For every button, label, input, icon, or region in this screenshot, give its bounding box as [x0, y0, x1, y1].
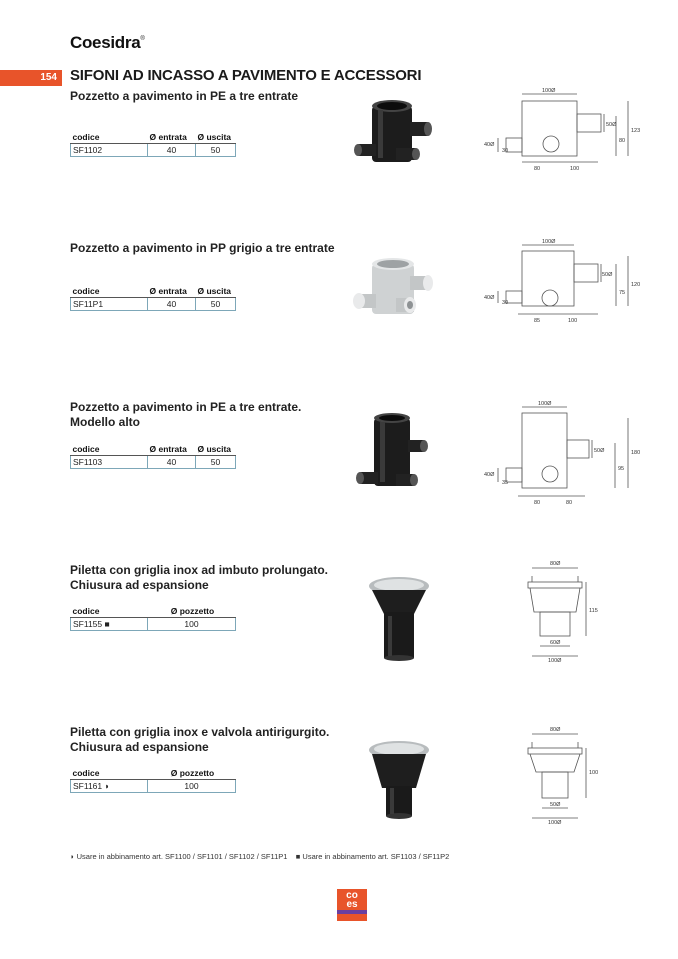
square-icon: ■ [295, 852, 301, 861]
product-title-1 [70, 89, 298, 104]
col-header: Ø pozzetto [148, 768, 236, 780]
product-title-line: Pozzetto a pavimento in PP grigio a tre entrate [70, 241, 335, 255]
brand-name: Coesidra [70, 33, 141, 52]
cell-value: 50 [196, 144, 236, 157]
cell-value: 40 [148, 456, 196, 469]
product-title-line: Piletta con griglia inox ad imbuto prolungato. [70, 563, 329, 577]
cell-value: 100 [148, 618, 236, 631]
section-title: SIFONI AD INCASSO A PAVIMENTO E ACCESSORI [70, 67, 422, 84]
cell-value: 50 [196, 298, 236, 311]
dim-label: 115 [589, 608, 598, 614]
cell-value: 40 [148, 298, 196, 311]
cell-code: SF1103 [71, 456, 148, 469]
product-photo-1 [352, 96, 436, 168]
dim-label: 100Ø [542, 88, 556, 94]
dim-label: 35 [502, 480, 509, 486]
dim-label: 50Ø [594, 448, 605, 454]
dim-label: 100 [589, 770, 599, 776]
product-title-4 [70, 563, 328, 593]
cell-code: SF11P1 [71, 298, 148, 311]
dim-label: 100 [568, 318, 578, 324]
dim-label: 80 [566, 500, 573, 506]
table-row [71, 144, 236, 157]
product-photo-4 [364, 574, 434, 664]
dim-label: 80Ø [550, 727, 561, 733]
brand-logo [70, 33, 144, 53]
col-header: codice [71, 132, 148, 144]
col-header: Ø uscita [196, 286, 236, 298]
logo-line-1: co [346, 890, 358, 901]
dim-label: 100Ø [542, 239, 556, 245]
coes-logo [337, 889, 367, 921]
col-header: Ø entrata [148, 286, 196, 298]
col-header: codice [71, 444, 148, 456]
product-title-line: Chiusura ad espansione [70, 740, 209, 754]
dim-label: 180 [631, 450, 641, 456]
page-number: 154 [0, 70, 62, 86]
dim-label: 40Ø [484, 295, 495, 301]
spec-table-3 [70, 444, 236, 469]
logo-strip [337, 910, 367, 914]
dim-label: 80 [534, 500, 541, 506]
dim-label: 100Ø [538, 401, 552, 407]
dim-label: 50Ø [550, 802, 561, 808]
dim-label: 95 [618, 466, 625, 472]
product-photo-5 [364, 738, 434, 822]
dim-label: 75 [619, 290, 626, 296]
dim-label: 80 [619, 138, 626, 144]
table-row [71, 456, 236, 469]
technical-drawing-2 [480, 236, 650, 326]
dim-label: 50Ø [606, 122, 617, 128]
dim-label: 40Ø [484, 142, 495, 148]
dim-label: 40Ø [484, 472, 495, 478]
dim-label: 30 [502, 148, 509, 154]
dim-label: 30 [502, 300, 509, 306]
col-header: Ø pozzetto [148, 606, 236, 618]
product-title-5 [70, 725, 329, 755]
dim-label: 100Ø [548, 658, 562, 664]
product-photo-3 [352, 410, 436, 494]
cell-code: SF1155 ■ [71, 618, 148, 631]
dim-label: 80 [534, 166, 541, 172]
logo-line-2: es [346, 899, 358, 910]
col-header: codice [71, 606, 148, 618]
spec-table-1 [70, 132, 236, 157]
dim-label: 100Ø [548, 820, 562, 826]
col-header: codice [71, 286, 148, 298]
col-header: Ø entrata [148, 444, 196, 456]
col-header: Ø uscita [196, 444, 236, 456]
cell-value: 40 [148, 144, 196, 157]
product-title-line: Pozzetto a pavimento in PE a tre entrate. [70, 400, 302, 414]
cell-value: 100 [148, 780, 236, 793]
col-header: Ø uscita [196, 132, 236, 144]
table-row [71, 780, 236, 793]
cell-value: 50 [196, 456, 236, 469]
cell-code: SF1102 [71, 144, 148, 157]
product-photo-2 [352, 254, 436, 326]
footnote [70, 852, 449, 861]
product-title-line: Modello alto [70, 415, 140, 429]
dim-label: 85 [534, 318, 541, 324]
dim-label: 60Ø [550, 640, 561, 646]
table-row [71, 298, 236, 311]
dim-label: 80Ø [550, 561, 561, 567]
technical-drawing-5 [510, 722, 610, 830]
col-header: codice [71, 768, 148, 780]
technical-drawing-1 [480, 86, 650, 176]
footnote-a-text: Usare in abbinamento art. SF1100 / SF1101 / SF1102 / SF11P1 [76, 852, 288, 861]
spec-table-2 [70, 286, 236, 311]
registered-mark: ® [140, 36, 145, 42]
product-title-2 [70, 241, 335, 256]
dim-label: 123 [631, 128, 641, 134]
dim-label: 120 [631, 282, 641, 288]
spec-table-4 [70, 606, 236, 631]
product-title-line: Pozzetto a pavimento in PE a tre entrate [70, 89, 299, 103]
footnote-b-text: Usare in abbinamento art. SF1103 / SF11P2 [302, 852, 450, 861]
technical-drawing-3 [480, 398, 650, 508]
table-row [71, 618, 236, 631]
cell-code: SF1161 ◗ [71, 780, 148, 793]
dim-label: 100 [570, 166, 580, 172]
technical-drawing-4 [510, 556, 610, 666]
col-header: Ø entrata [148, 132, 196, 144]
product-title-line: Piletta con griglia inox e valvola antirigurgito. [70, 725, 330, 739]
product-title-line: Chiusura ad espansione [70, 578, 209, 592]
product-title-3 [70, 400, 301, 430]
dim-label: 50Ø [602, 272, 613, 278]
half-circle-icon: ◗ [70, 852, 75, 861]
spec-table-5 [70, 768, 236, 793]
